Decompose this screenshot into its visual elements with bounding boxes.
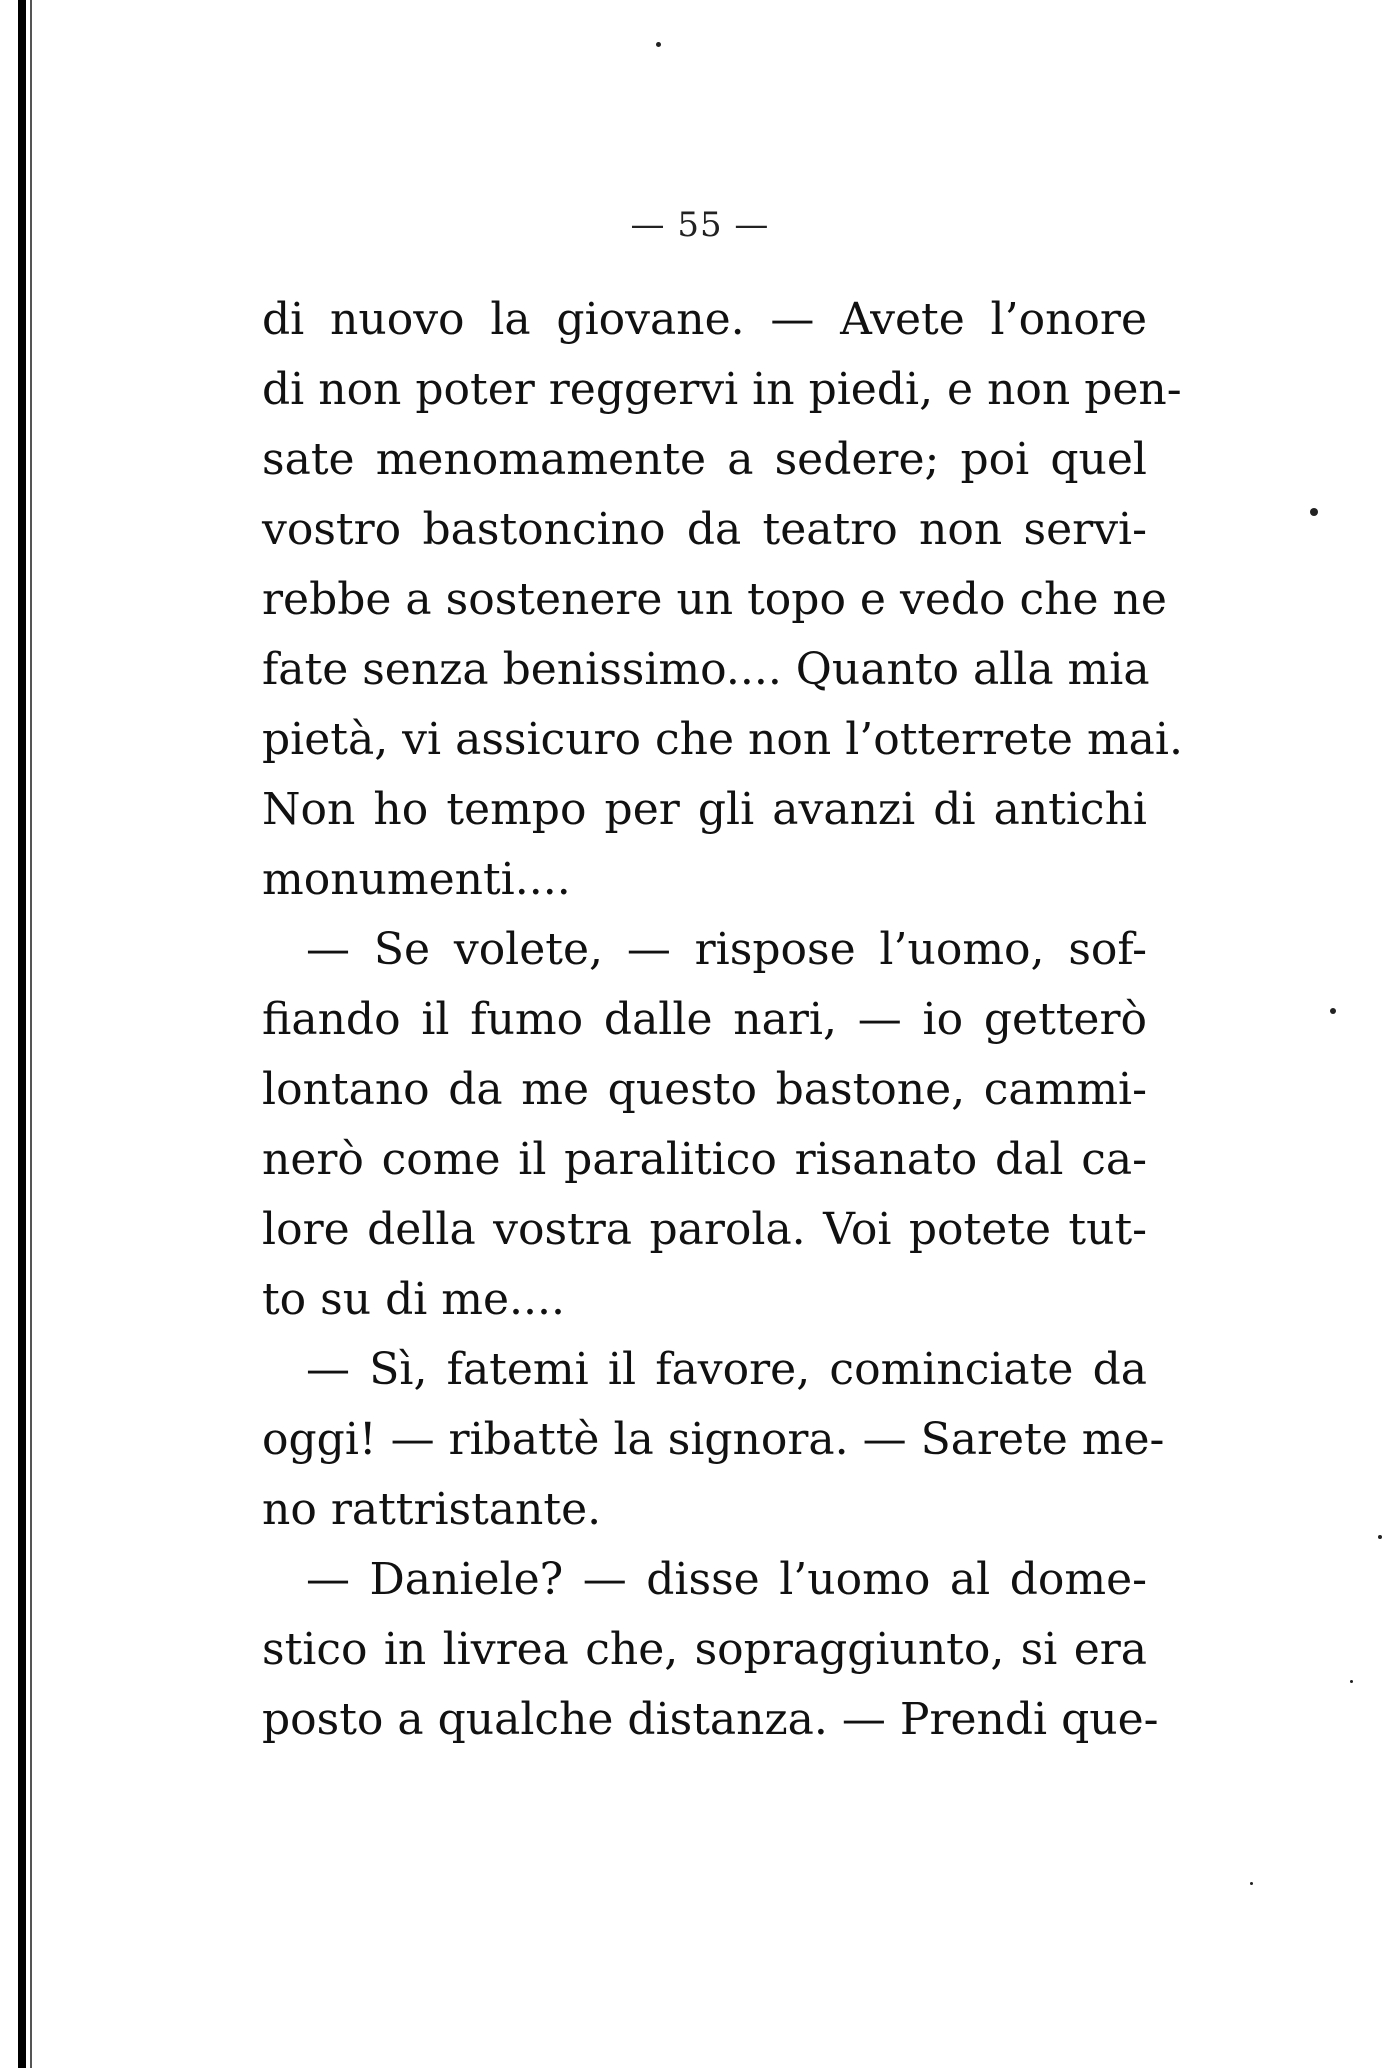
scan-speck (1310, 508, 1318, 516)
text-line: pietà, vi assicuro che non l’otterrete mai. (262, 714, 1183, 765)
text-line: — Se volete, — rispose l’uomo, sof- (306, 924, 1147, 975)
text-line: monumenti.... (262, 854, 571, 905)
scan-speck (1350, 1680, 1353, 1683)
text-line: fate senza benissimo.... Quanto alla mia (262, 644, 1150, 695)
text-line: — Daniele? — disse l’uomo al dome- (306, 1554, 1147, 1605)
text-line: lontano da me questo bastone, cammi- (262, 1064, 1147, 1115)
text-line: Non ho tempo per gli avanzi di antichi (262, 784, 1147, 835)
text-line: nerò come il paralitico risanato dal ca- (262, 1134, 1147, 1185)
scan-speck (656, 42, 661, 47)
body-text (262, 285, 1183, 1755)
text-line: vostro bastoncino da teatro non servi- (262, 504, 1147, 555)
text-line: no rattristante. (262, 1484, 602, 1535)
scan-speck (1330, 1008, 1336, 1014)
scan-speck (1250, 1882, 1253, 1885)
text-line: oggi! — ribattè la signora. — Sarete me- (262, 1414, 1165, 1465)
binding-edge-shadow (30, 0, 32, 2068)
scan-speck (1378, 1535, 1382, 1539)
text-line: fiando il fumo dalle nari, — io getterò (262, 994, 1147, 1045)
text-line: sate menomamente a sedere; poi quel (262, 434, 1147, 485)
text-line: lore della vostra parola. Voi potete tut- (262, 1204, 1147, 1255)
text-line: rebbe a sostenere un topo e vedo che ne (262, 574, 1167, 625)
text-line: to su di me.... (262, 1274, 565, 1325)
text-line: stico in livrea che, sopraggiunto, si era (262, 1624, 1147, 1675)
text-line: posto a qualche distanza. — Prendi que- (262, 1694, 1159, 1745)
text-line: — Sì, fatemi il favore, cominciate da (306, 1344, 1147, 1395)
text-line: di nuovo la giovane. — Avete l’onore (262, 294, 1147, 345)
text-line: di non poter reggervi in piedi, e non pen- (262, 364, 1182, 415)
page-number: — 55 — (630, 205, 770, 245)
binding-edge (18, 0, 26, 2068)
